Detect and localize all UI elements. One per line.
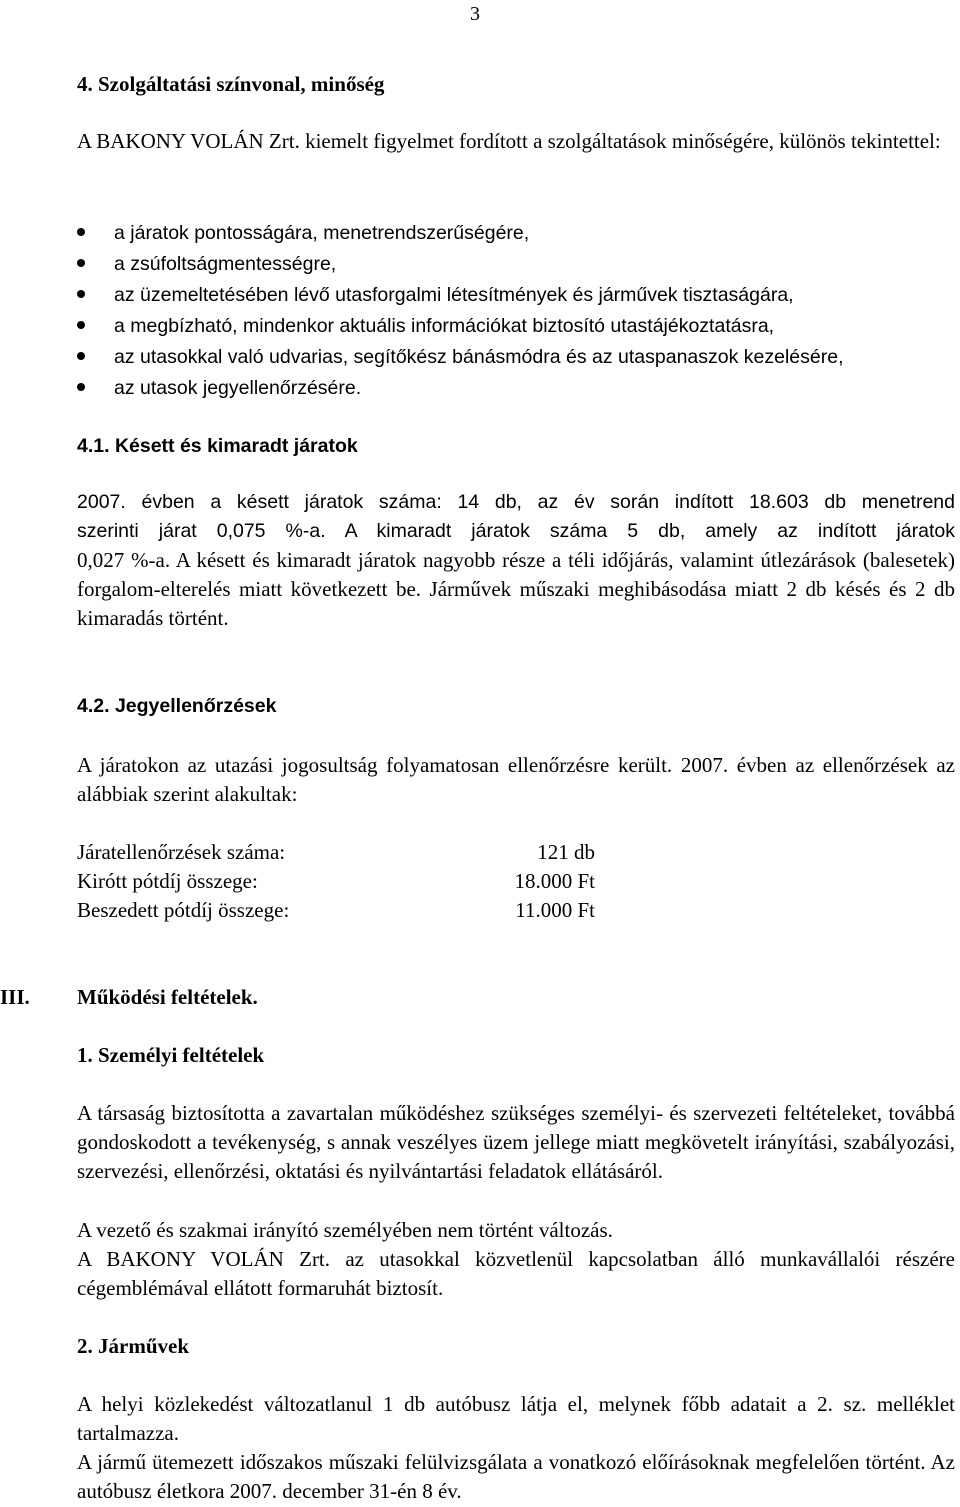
section-1-paragraph: A társaság biztosította a zavartalan működéshez szükséges személyi- és szervezeti feltételeket, továbbá gondoskodott a tevékenység, s annak veszélyes üzem jellege miatt megkövetelt irányítási, szabályozási, szervezési, ellenőrzési, oktatási és nyilvántartási feladatok ellátásáról. [77,1101,955,1183]
bullet-dot-icon [77,290,85,298]
section-4-2-heading: 4.2. Jegyellenőrzések [77,695,277,717]
bullet-dot-icon [77,352,85,360]
section-4-heading: 4. Szolgáltatási színvonal, minőség [77,72,385,96]
section-2-paragraph-1: A helyi közlekedést változatlanul 1 db autóbusz látja el, melynek főbb adatait a 2. sz. melléklet tartalmazza. [77,1392,955,1445]
bullet-item: a zsúfoltságmentességre, [77,248,957,279]
inspection-row [77,867,595,896]
section-4-1-heading: 4.1. Késett és kimaradt járatok [77,435,358,457]
inspection-row-value: 11.000 Ft [515,898,595,922]
bullet-item: a megbízható, mindenkor aktuális információkat biztosító utastájékoztatásra, [77,310,957,341]
inspection-row-label: Beszedett pótdíj összege: [77,898,290,922]
bullet-item: az utasokkal való udvarias, segítőkész bánásmódra és az utaspanaszok kezelésére, [77,341,957,372]
quality-bullet-list [77,217,957,403]
section-2-paragraph-2: A jármű ütemezett időszakos műszaki felülvizsgálata a vonatkozó előírásoknak megfelelően történt. Az autóbusz életkora 2007. december 31-én 8 év. [77,1450,955,1503]
inspection-row-value: 121 db [537,840,595,864]
bullet-item: a járatok pontosságára, menetrendszerűségére, [77,217,957,248]
section-1-line: A vezető és szakmai irányító személyében nem történt változás. [77,1218,613,1242]
bullet-item: az üzemeltetésében lévő utasforgalmi létesítmények és járművek tisztaságára, [77,279,957,310]
bullet-dot-icon [77,259,85,267]
bullet-dot-icon [77,383,85,391]
inspection-row-label: Kirótt pótdíj összege: [77,869,258,893]
bullet-dot-icon [77,321,85,329]
page-number: 3 [470,3,480,25]
bullet-dot-icon [77,228,85,236]
inspection-row-label: Járatellenőrzések száma: [77,840,286,864]
chapter-title: Működési feltételek. [77,985,258,1009]
section-1-paragraph-2: A BAKONY VOLÁN Zrt. az utasokkal közvetlenül kapcsolatban álló munkavállalói részére cégemblémával ellátott formaruhát biztosít. [77,1247,955,1300]
section-4-1-line-2: szerinti járat 0,075 %-a. A kimaradt járatok száma 5 db, amely az indított járatok [77,520,955,542]
bullet-item: az utasok jegyellenőrzésére. [77,372,957,403]
section-2-heading: 2. Járművek [77,1334,189,1358]
section-4-intro: A BAKONY VOLÁN Zrt. kiemelt figyelmet fordított a szolgáltatások minőségére, különös tekintettel: [77,129,941,153]
inspection-row-value: 18.000 Ft [514,869,595,893]
section-4-1-paragraph: 0,027 %-a. A késett és kimaradt járatok nagyobb része a téli időjárás, valamint útlezárások (balesetek) forgalom-elterelés miatt következett be. Járművek műszaki meghibásodása miatt 2 db késés és 2 db kimaradás történt. [77,548,955,630]
section-4-2-paragraph: A járatokon az utazási jogosultság folyamatosan ellenőrzésre került. 2007. évben az ellenőrzések az alábbiak szerint alakultak: [77,753,955,806]
inspection-row [77,838,595,867]
section-1-heading: 1. Személyi feltételek [77,1043,265,1067]
chapter-number: III. [0,985,30,1009]
section-4-1-line-1: 2007. évben a késett járatok száma: 14 db, az év során indított 18.603 db menetrend [77,491,955,513]
inspection-row [77,896,595,925]
